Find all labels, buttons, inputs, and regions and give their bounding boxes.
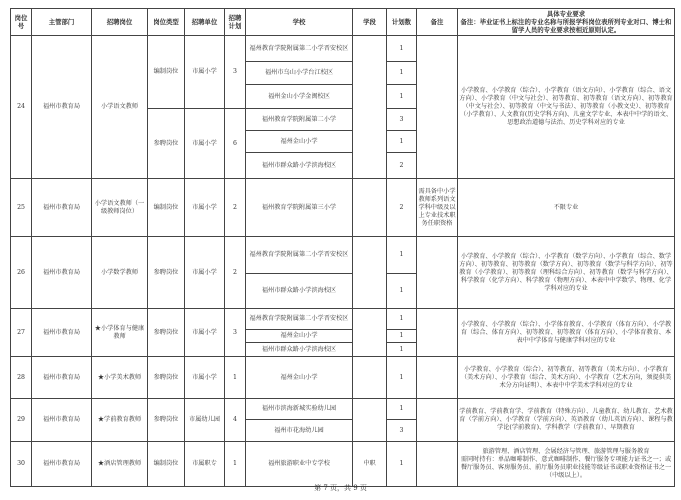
school: 福州教育学院附属第二小学晋安校区: [246, 309, 353, 330]
school: 福州金山小学: [246, 357, 353, 399]
requirement-note: 备注：毕业证书上标注的专业名称与所报学科岗位表所列专业对口、博士和留学人员的专业要求按相近原则认定。: [460, 18, 672, 34]
department: 福州市教育局: [32, 179, 92, 237]
header-unit: 招聘单位: [185, 9, 225, 36]
position-no: 28: [11, 357, 32, 399]
position-no: 27: [11, 309, 32, 357]
requirement: [458, 442, 675, 487]
recruitment-table: [10, 8, 675, 487]
school: 福州教育学院附属第二小学晋安校区: [246, 36, 353, 62]
header-requirement: [458, 9, 675, 36]
count: 2: [387, 179, 417, 237]
job-title: 小学语文教师（一级教师岗位）: [92, 179, 148, 237]
count: 2: [387, 153, 417, 179]
count: 1: [387, 330, 417, 343]
remark: 需具备中小学教师系列语文学科中级及以上专业技术职务任职资格: [417, 179, 458, 237]
count: 1: [387, 309, 417, 330]
plan: 6: [225, 109, 246, 179]
job-type: 编制岗位: [148, 36, 185, 109]
department: 福州市教育局: [32, 309, 92, 357]
count: 1: [387, 343, 417, 357]
plan: 3: [225, 309, 246, 357]
header-remark: 备注: [417, 9, 458, 36]
count: 1: [387, 399, 417, 420]
job-type: 参聘岗位: [148, 237, 185, 309]
school: 福州旅游职业中专学校: [246, 442, 353, 487]
position-no: 24: [11, 36, 32, 179]
department: 福州市教育局: [32, 357, 92, 399]
stage: [353, 179, 387, 237]
table-row: [11, 309, 675, 330]
remark: [417, 442, 458, 487]
header-school: 学校: [246, 9, 353, 36]
school: 福州金山小学: [246, 131, 353, 153]
unit: 市属小学: [185, 109, 225, 179]
header-position-no: 岗位号: [11, 9, 32, 36]
table-row: [11, 442, 675, 487]
requirement-majors: 旅游管理、酒店管理、会展经济与管理、旅游管理与服务教育: [482, 448, 650, 455]
stage: [353, 36, 387, 179]
stage: [353, 399, 387, 442]
header-plan: 招聘计划: [225, 9, 246, 36]
job-type: 编制岗位: [148, 442, 185, 487]
position-no: 26: [11, 237, 32, 309]
stage: 中职: [353, 442, 387, 487]
stage: [353, 237, 387, 309]
requirement-certificates: 需同时持有：单品咖啡制作、意式咖啡制作、餐厅服务专项能力证书之一；或餐厅服务员、客房服务员、前厅服务员职业技能等级证书或职业资格证书之一（中级以上）。: [460, 456, 672, 479]
school: 福州教育学院附属第三小学: [246, 179, 353, 237]
school: 福州金山小学: [246, 330, 353, 343]
header-job-type: 岗位类型: [148, 9, 185, 36]
school: 福州教育学院附属第二小学晋安校区: [246, 237, 353, 274]
job-title: ★学前教育教师: [92, 399, 148, 442]
job-type: 编制岗位: [148, 179, 185, 237]
plan: 2: [225, 179, 246, 237]
job-type: 参聘岗位: [148, 357, 185, 399]
position-no: 29: [11, 399, 32, 442]
remark: [417, 237, 458, 309]
requirement: 小学教育、小学教育（综合）、初等教育、初等教育（美术方向）、小学教育（美术方向）、小学教育（综合、美术方向）、小学教育（艺术方向，须提供美术分方向证明）、本表中中学美术学科对应的专业: [458, 357, 675, 399]
job-type: 参聘岗位: [148, 399, 185, 442]
school: 福州金山小学金闽校区: [246, 85, 353, 109]
unit: 市属小学: [185, 357, 225, 399]
stage: [353, 357, 387, 399]
job-type: 参聘岗位: [148, 109, 185, 179]
count: 1: [387, 274, 417, 309]
stage: [353, 309, 387, 357]
school: 福州市花海幼儿园: [246, 420, 353, 442]
unit: 市属小学: [185, 237, 225, 309]
count: 3: [387, 109, 417, 131]
unit: 市属幼儿园: [185, 399, 225, 442]
table-row: [11, 399, 675, 420]
job-type: 参聘岗位: [148, 309, 185, 357]
plan: 3: [225, 36, 246, 109]
school: 福州市群众路小学滨海校区: [246, 343, 353, 357]
unit: 市属小学: [185, 179, 225, 237]
remark: [417, 36, 458, 179]
header-department: 主管部门: [32, 9, 92, 36]
count: 1: [387, 131, 417, 153]
job-title: ★酒店管理教师: [92, 442, 148, 487]
school: 福州市乌山小学台江校区: [246, 62, 353, 85]
remark: [417, 399, 458, 442]
count: 3: [387, 420, 417, 442]
unit: 市属小学: [185, 36, 225, 109]
department: 福州市教育局: [32, 399, 92, 442]
job-title: ★小学美术教师: [92, 357, 148, 399]
header-job-title: 招聘岗位: [92, 9, 148, 36]
table-row: [11, 179, 675, 237]
count: 1: [387, 85, 417, 109]
department: 福州市教育局: [32, 442, 92, 487]
school: 福州市群众路小学滨海校区: [246, 274, 353, 309]
header-count: 计划数: [387, 9, 417, 36]
count: 1: [387, 62, 417, 85]
school: 福州教育学院附属第二小学: [246, 109, 353, 131]
requirement-title: 具体专业要求: [546, 10, 586, 18]
department: 福州市教育局: [32, 237, 92, 309]
position-no: 25: [11, 179, 32, 237]
count: 1: [387, 442, 417, 487]
unit: 市属职专: [185, 442, 225, 487]
count: 1: [387, 357, 417, 399]
department: 福州市教育局: [32, 36, 92, 179]
requirement: 小学教育、小学教育（综合）、小学教育（数学方向）、小学教育（综合、数学方向）、初等教育、初等教育（数学方向）、初等教育（数学与科学方向）、初等教育（小学教育）、初等教育（理科综合方向）、初等教育（数学与科学方向）、科学教育（化学方向）、科学教育（物理方向）、本表中中学数学、物理、化学学科对应的专业: [458, 237, 675, 309]
plan: 1: [225, 442, 246, 487]
requirement: 小学教育、小学教育（综合）、小学体育教育、小学教育（体育方向）、小学教育（综合、体育方向）、初等教育、初等教育（体育方向）、小学体育教育、本表中中学体育与健康学科对应的专业: [458, 309, 675, 357]
requirement: 学前教育、学前教育学、学前教育（特殊方向）、儿童教育、幼儿教育、艺术教育（学前方向）、小学教育（学前方向）、英语教育（幼儿英语方向）、课程与教学论(学前教育)、学科教学（学前教育）、早期教育: [458, 399, 675, 442]
school: 福州市滨海新城实验幼儿园: [246, 399, 353, 420]
table-row: [11, 357, 675, 399]
job-title: 小学数学教师: [92, 237, 148, 309]
count: 1: [387, 36, 417, 62]
header-stage: 学段: [353, 9, 387, 36]
count: 1: [387, 237, 417, 274]
remark: [417, 357, 458, 399]
unit: 市属小学: [185, 309, 225, 357]
table-row: [11, 36, 675, 62]
remark: [417, 309, 458, 357]
school: 福州市群众路小学滨海校区: [246, 153, 353, 179]
requirement: 不限专业: [458, 179, 675, 237]
table-row: [11, 237, 675, 274]
requirement: 小学教育、小学教育（综合）、小学教育（语文方向）、小学教育（综合、语文方向）、小学教育（中文与社会）、初等教育、初等教育（语文方向）、初等教育（中文与社会）、初等教育（中文与书法）、初等教育（小教文史）、初等教育（小学教育）、人文教育(历史学科方向)、儿童文学专业、本表中中学的语文、思想政治道德与法治、历史学科对应的专业: [458, 36, 675, 179]
plan: 2: [225, 237, 246, 309]
page-footer: 第 7 页，共 9 页: [314, 484, 367, 492]
plan: 4: [225, 399, 246, 442]
job-title: ★小学体育与健康教师: [92, 309, 148, 357]
header-row: [11, 9, 675, 36]
plan: 1: [225, 357, 246, 399]
position-no: 30: [11, 442, 32, 487]
job-title: 小学语文教师: [92, 36, 148, 179]
